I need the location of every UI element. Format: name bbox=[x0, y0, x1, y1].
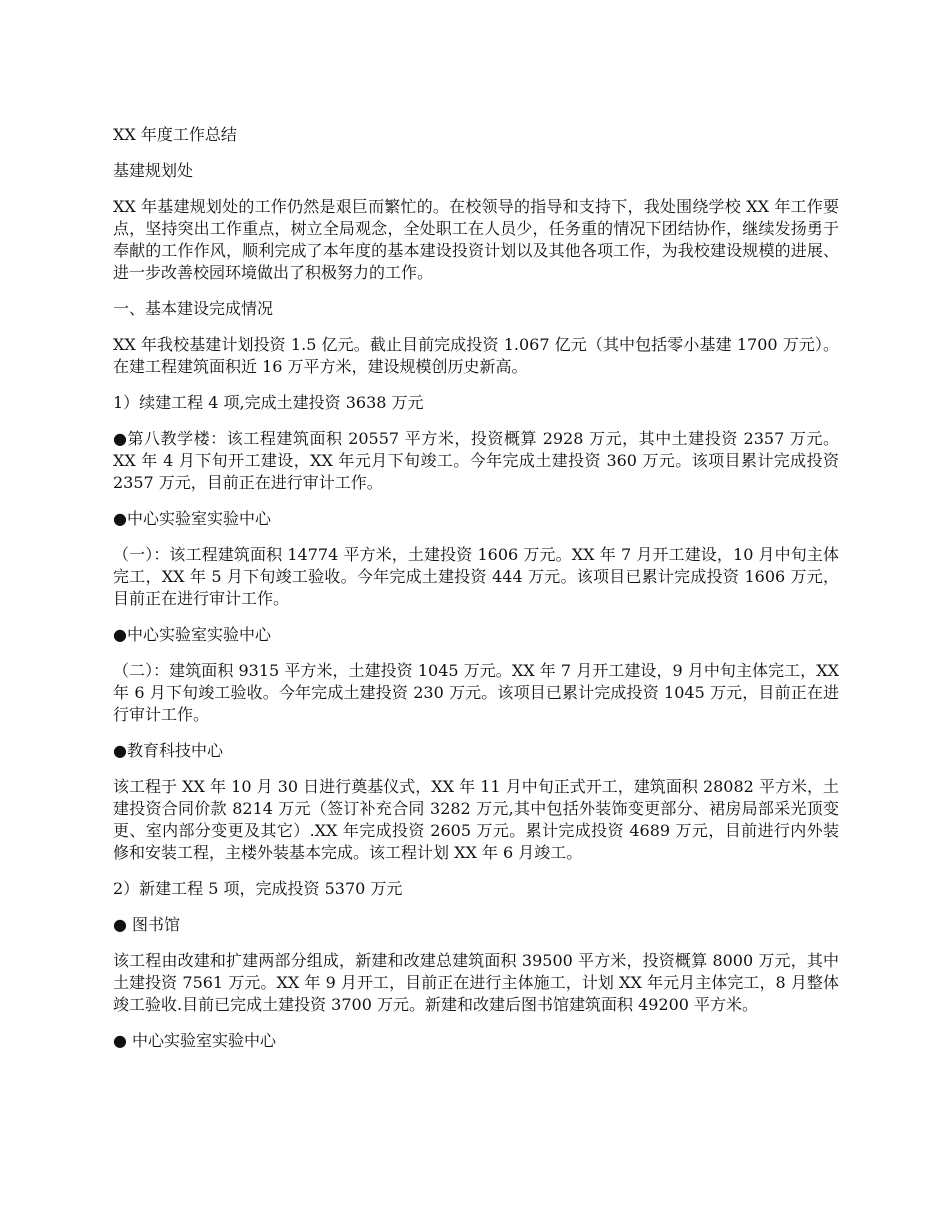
item-lab-center-heading-3: ● 中心实验室实验中心 bbox=[113, 1031, 277, 1050]
subsection-new-projects: 2）新建工程 5 项，完成投资 5370 万元 bbox=[113, 879, 403, 898]
item-edu-tech-center-detail: 该工程于 XX 年 10 月 30 日进行奠基仪式，XX 年 11 月中旬正式开工，建筑面积 28082 平方米，土建投资合同价款 8214 万元（签订补充合同 3282 万元,其中包括外装饰变更部分、裙房局部采光顶变更、室内部分变更及其它）.XX 年完成投资 2605 万元。累计完成投资 4689 万元，目前进行内外装修和安装工程，主楼外装基本完成。该工程计划 XX 年 6 月竣工。 bbox=[113, 777, 839, 862]
item-lab-center-detail-1: （一）：该工程建筑面积 14774 平方米，土建投资 1606 万元。XX 年 7 月开工建设，10 月中旬主体完工，XX 年 5 月下旬竣工验收。今年完成土建投资 444 万元。该项目已累计完成投资 1606 万元，目前正在进行审计工作。 bbox=[113, 545, 839, 608]
investment-summary-paragraph: XX 年我校基建计划投资 1.5 亿元。截止目前完成投资 1.067 亿元（其中包括零小基建 1700 万元）。在建工程建筑面积近 16 万平方米，建设规模创历史新高。 bbox=[113, 335, 839, 376]
item-lab-center-detail-2: （二）：建筑面积 9315 平方米，土建投资 1045 万元。XX 年 7 月开工建设，9 月中旬主体完工，XX 年 6 月下旬竣工验收。今年完成土建投资 230 万元。该项目已累计完成投资 1045 万元，目前正在进行审计工作。 bbox=[113, 661, 839, 724]
item-library-detail: 该工程由改建和扩建两部分组成，新建和改建总建筑面积 39500 平方米，投资概算 8000 万元，其中土建投资 7561 万元。XX 年 9 月开工，目前正在进行主体施工，计划 XX 年元月主体完工，8 月整体竣工验收.目前已完成土建投资 3700 万元。新建和改建后图书馆建筑面积 49200 平方米。 bbox=[113, 951, 839, 1014]
item-lab-center-heading-1: ●中心实验室实验中心 bbox=[113, 509, 271, 528]
section-heading-construction: 一、基本建设完成情况 bbox=[113, 299, 274, 318]
document-page bbox=[113, 124, 839, 1066]
document-title: XX 年度工作总结 bbox=[113, 125, 237, 144]
item-edu-tech-center-heading: ●教育科技中心 bbox=[113, 741, 223, 760]
item-library-heading: ● 图书馆 bbox=[113, 915, 181, 934]
item-lab-center-heading-2: ●中心实验室实验中心 bbox=[113, 625, 271, 644]
intro-paragraph: XX 年基建规划处的工作仍然是艰巨而繁忙的。在校领导的指导和支持下，我处围绕学校 XX 年工作要点，坚持突出工作重点，树立全局观念，全处职工在人员少，任务重的情况下团结协作，继续发扬勇于奉献的工作作风，顺利完成了本年度的基本建设投资计划以及其他各项工作，为我校建设规模的进展、进一步改善校园环境做出了积极努力的工作。 bbox=[113, 197, 839, 282]
subsection-continued-projects: 1）续建工程 4 项,完成土建投资 3638 万元 bbox=[113, 393, 424, 412]
department-name: 基建规划处 bbox=[113, 161, 194, 180]
item-teaching-building-8: ●第八教学楼：该工程建筑面积 20557 平方米，投资概算 2928 万元，其中土建投资 2357 万元。XX 年 4 月下旬开工建设，XX 年元月下旬竣工。今年完成土建投资 360 万元。该项目累计完成投资 2357 万元，目前正在进行审计工作。 bbox=[113, 429, 839, 492]
